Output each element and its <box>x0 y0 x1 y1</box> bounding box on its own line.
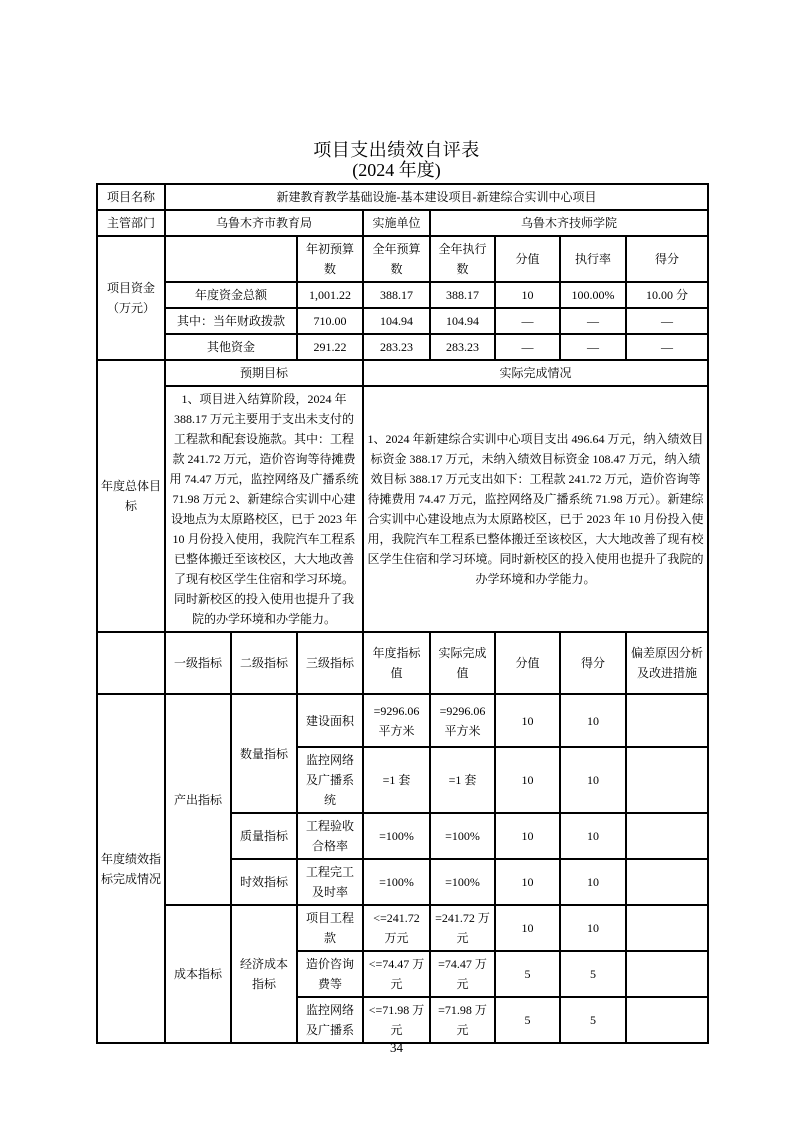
indicator-actual: =100% <box>430 813 495 859</box>
department-value: 乌鲁木齐市教育局 <box>165 210 363 236</box>
deviation-cell <box>626 951 708 997</box>
funding-value: 710.00 <box>297 308 363 334</box>
department-label: 主管部门 <box>97 210 165 236</box>
department-row <box>97 210 708 236</box>
funding-col-header-execution-rate: 执行率 <box>560 236 626 282</box>
indicator-target: =1 套 <box>363 747 430 813</box>
funding-col-header-year-executed: 全年执行数 <box>430 236 495 282</box>
funding-row-label: 年度资金总额 <box>165 282 297 308</box>
indicator-name: 造价咨询费等 <box>297 951 363 997</box>
page-number: 34 <box>390 1040 403 1055</box>
indicator-actual: =100% <box>430 859 495 905</box>
indicator-row <box>97 905 708 951</box>
funding-value: 10 <box>495 282 560 308</box>
indicator-target: =9296.06 平方米 <box>363 694 430 747</box>
level1-output-indicator: 产出指标 <box>165 694 231 905</box>
level2-quantity-indicator: 数量指标 <box>231 694 297 813</box>
indicator-name: 监控网络及广播系统 <box>297 747 363 813</box>
funding-value: — <box>495 308 560 334</box>
level2-timeliness-indicator: 时效指标 <box>231 859 297 905</box>
indicator-header-level2: 二级指标 <box>231 632 297 694</box>
funding-col-header-score: 分值 <box>495 236 560 282</box>
indicator-header-row <box>97 632 708 694</box>
funding-value: 388.17 <box>430 282 495 308</box>
indicator-header-score: 分值 <box>495 632 560 694</box>
indicator-target: =100% <box>363 813 430 859</box>
indicator-score: 10 <box>495 859 560 905</box>
funding-empty-cell <box>165 236 297 282</box>
funding-col-header-year-budget: 全年预算数 <box>363 236 430 282</box>
indicator-header-deviation: 偏差原因分析及改进措施 <box>626 632 708 694</box>
indicator-target: =100% <box>363 859 430 905</box>
funding-value: 283.23 <box>430 334 495 360</box>
indicator-points: 10 <box>560 747 626 813</box>
indicator-row <box>97 694 708 747</box>
deviation-cell <box>626 747 708 813</box>
indicator-name: 工程完工及时率 <box>297 859 363 905</box>
funding-value: 10.00 分 <box>626 282 708 308</box>
indicator-score: 10 <box>495 694 560 747</box>
level2-quality-indicator: 质量指标 <box>231 813 297 859</box>
funding-header-row <box>97 236 708 282</box>
indicator-points: 10 <box>560 813 626 859</box>
indicator-score: 10 <box>495 905 560 951</box>
funding-row-label: 其中：当年财政拨款 <box>165 308 297 334</box>
indicator-points: 10 <box>560 694 626 747</box>
project-name-value: 新建教育教学基础设施-基本建设项目-新建综合实训中心项目 <box>165 184 708 210</box>
indicator-name: 建设面积 <box>297 694 363 747</box>
goal-actual-text: 1、2024 年新建综合实训中心项目支出 496.64 万元，纳入绩效目标资金 388.17 万元，未纳入绩效目标资金 108.47 万元，纳入绩效目标 388.17 万元支出如下：工程款 241.72 万元，造价咨询等待摊费用 74.47 万元，监控网络及广播系统 71.98 万元）。新建综合实训中心建设地点为太原路校区，已于 2023 年 10 月份投入使用，我院汽车工程系已整体搬迁至该校区，大大地改善了现有校区学生住宿和学习环境。同时新校区的投入使用也提升了我院的办学环境和办学能力。 <box>363 386 708 632</box>
indicator-name: 工程验收合格率 <box>297 813 363 859</box>
deviation-cell <box>626 905 708 951</box>
indicator-points: 10 <box>560 859 626 905</box>
indicator-name: 监控网络及广播系 <box>297 997 363 1043</box>
deviation-cell <box>626 694 708 747</box>
deviation-cell <box>626 813 708 859</box>
indicator-header-actual: 实际完成值 <box>430 632 495 694</box>
indicator-name: 项目工程款 <box>297 905 363 951</box>
funding-row-total <box>97 282 708 308</box>
indicator-target: <=71.98 万元 <box>363 997 430 1043</box>
funding-col-header-initial-budget: 年初预算数 <box>297 236 363 282</box>
indicator-empty-cell <box>97 632 165 694</box>
implement-unit-label: 实施单位 <box>363 210 430 236</box>
funding-value: 104.94 <box>363 308 430 334</box>
page-title: 项目支出绩效自评表 <box>313 140 480 160</box>
indicator-header-points: 得分 <box>560 632 626 694</box>
funding-row-label: 其他资金 <box>165 334 297 360</box>
indicator-target: <=74.47 万元 <box>363 951 430 997</box>
indicator-actual: =71.98 万元 <box>430 997 495 1043</box>
funding-section-label: 项目资金（万元） <box>97 236 165 360</box>
deviation-cell <box>626 997 708 1043</box>
goal-header-row <box>97 360 708 386</box>
funding-row-fiscal <box>97 308 708 334</box>
funding-value: 291.22 <box>297 334 363 360</box>
indicator-actual: =9296.06 平方米 <box>430 694 495 747</box>
indicator-section-label: 年度绩效指标完成情况 <box>97 694 165 1043</box>
indicator-score: 5 <box>495 951 560 997</box>
funding-value: 104.94 <box>430 308 495 334</box>
funding-value: — <box>626 308 708 334</box>
level2-economic-cost-indicator: 经济成本指标 <box>231 905 297 1043</box>
indicator-actual: =241.72 万元 <box>430 905 495 951</box>
performance-self-evaluation-table <box>96 183 709 1044</box>
goal-expected-header: 预期目标 <box>165 360 363 386</box>
goal-actual-header: 实际完成情况 <box>363 360 708 386</box>
funding-value: — <box>560 308 626 334</box>
indicator-points: 10 <box>560 905 626 951</box>
funding-value: 100.00% <box>560 282 626 308</box>
funding-value: — <box>560 334 626 360</box>
funding-value: 283.23 <box>363 334 430 360</box>
goal-section-label: 年度总体目标 <box>97 360 165 632</box>
indicator-score: 10 <box>495 747 560 813</box>
funding-col-header-points: 得分 <box>626 236 708 282</box>
indicator-actual: =74.47 万元 <box>430 951 495 997</box>
funding-value: 388.17 <box>363 282 430 308</box>
indicator-target: <=241.72 万元 <box>363 905 430 951</box>
funding-value: — <box>495 334 560 360</box>
implement-unit-value: 乌鲁木齐技师学院 <box>430 210 708 236</box>
level1-cost-indicator: 成本指标 <box>165 905 231 1043</box>
indicator-points: 5 <box>560 951 626 997</box>
funding-value: — <box>626 334 708 360</box>
indicator-actual: =1 套 <box>430 747 495 813</box>
deviation-cell <box>626 859 708 905</box>
indicator-header-level3: 三级指标 <box>297 632 363 694</box>
project-name-row <box>97 184 708 210</box>
funding-row-other <box>97 334 708 360</box>
goal-content-row <box>97 386 708 632</box>
project-name-label: 项目名称 <box>97 184 165 210</box>
funding-value: 1,001.22 <box>297 282 363 308</box>
indicator-header-target: 年度指标值 <box>363 632 430 694</box>
indicator-score: 5 <box>495 997 560 1043</box>
goal-expected-text: 1、项目进入结算阶段，2024 年 388.17 万元主要用于支出未支付的工程款和配套设施款。其中：工程款 241.72 万元，造价咨询等待摊费用 74.47 万元，监控网络及广播系统 71.98 万元 2、新建综合实训中心建设地点为太原路校区，已于 2023 年 10 月份投入使用，我院汽车工程系已整体搬迁至该校区，大大地改善了现有校区学生住宿和学习环境。同时新校区的投入使用也提升了我院的办学环境和办学能力。 <box>165 386 363 632</box>
page-subtitle: (2024 年度) <box>352 160 441 180</box>
indicator-score: 10 <box>495 813 560 859</box>
indicator-points: 5 <box>560 997 626 1043</box>
indicator-header-level1: 一级指标 <box>165 632 231 694</box>
